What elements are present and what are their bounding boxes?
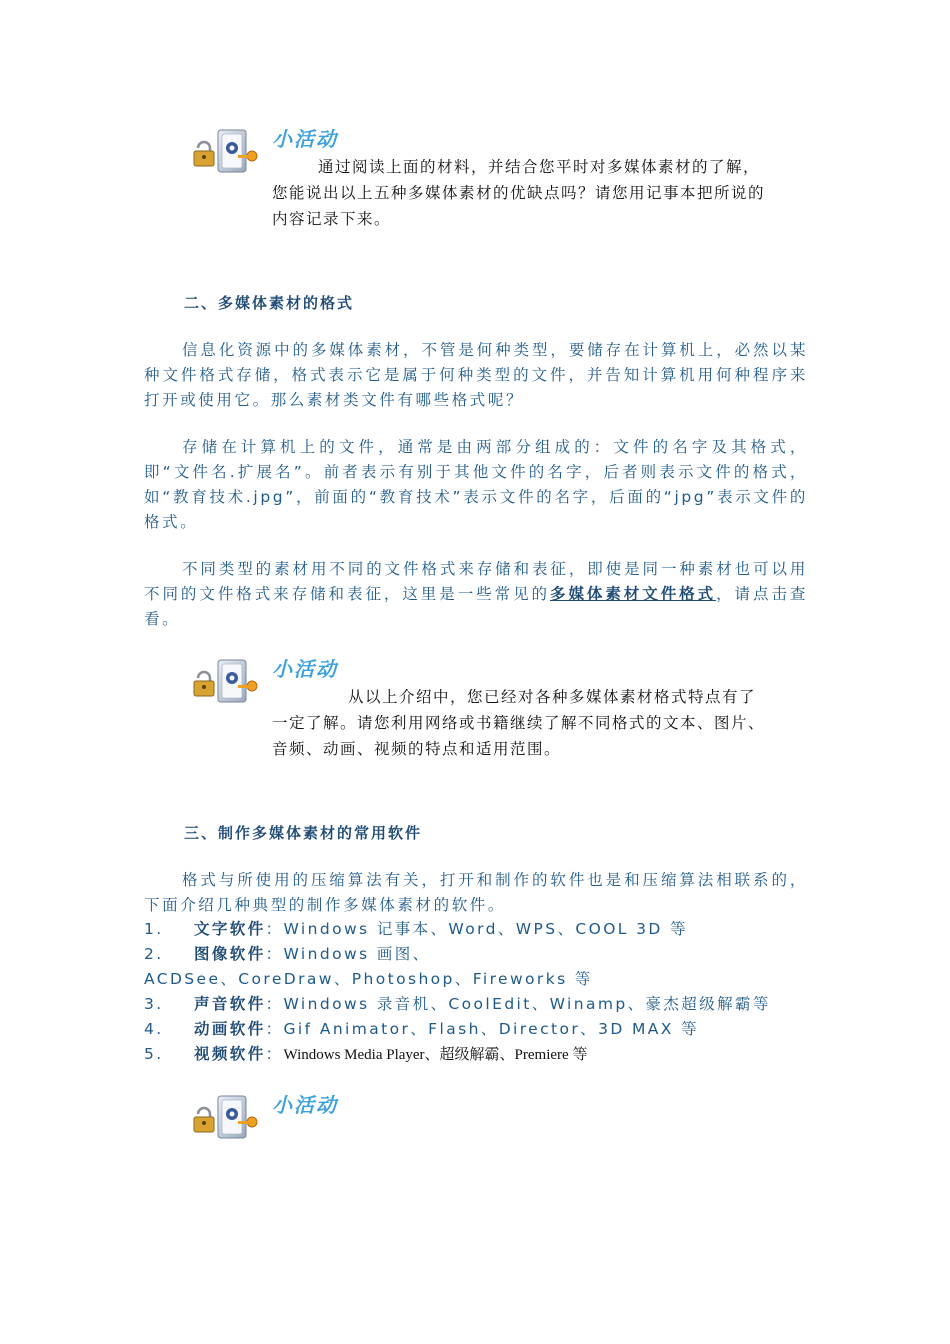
activity-text: 从以上介绍中，您已经对各种多媒体素材格式特点有了一定了解。请您利用网络或书籍继续了解不同格式的文本、图片、音频、动画、视频的特点和适用范围。 <box>272 688 766 758</box>
software-item-image: 2. 图像软件：Windows 画图、 <box>144 945 431 963</box>
section-heading-software: 三、制作多媒体素材的常用软件 <box>184 824 423 842</box>
software-item-video: 5. 视频软件：Windows Media Player、超级解霸、Premiere 等 <box>144 1045 588 1063</box>
paragraph-text: 不同类型的素材用不同的文件格式来存储和表征，即使是同一种素材也可以用不同的文件格式来存储和表征，这里是一些常见的 <box>144 560 808 603</box>
activity-title: 小活动 <box>272 657 338 681</box>
section-heading-formats: 二、多媒体素材的格式 <box>184 294 355 312</box>
lock-key-activity-icon <box>188 656 260 708</box>
software-item-animation: 4. 动画软件：Gif Animator、Flash、Director、3D MAX 等 <box>144 1020 700 1038</box>
paragraph-text: ，请点击查看。 <box>144 585 808 628</box>
lock-key-activity-icon <box>188 1092 260 1144</box>
software-item-audio: 3. 声音软件：Windows 录音机、CoolEdit、Winamp、豪杰超级解霸等 <box>144 995 771 1013</box>
software-item-text: 1. 文字软件：Windows 记事本、Word、WPS、COOL 3D 等 <box>144 920 688 938</box>
paragraph-formats-intro: 信息化资源中的多媒体素材，不管是何种类型，要储存在计算机上，必然以某种文件格式存储，格式表示它是属于何种类型的文件，并告知计算机用何种程序来打开或使用它。那么素材类文件有哪些格式呢？ <box>144 341 808 409</box>
multimedia-format-link[interactable]: 多媒体素材文件格式 <box>549 585 717 603</box>
paragraph-format-list <box>144 557 808 632</box>
activity-title: 小活动 <box>272 127 338 151</box>
lock-key-activity-icon <box>188 126 260 178</box>
software-item-image-cont: ACDSee、CoreDraw、Photoshop、Fireworks 等 <box>144 970 593 988</box>
paragraph-file-naming: 存储在计算机上的文件，通常是由两部分组成的：文件的名字及其格式，即“文件名.扩展名”。前者表示有别于其他文件的名字，后者则表示文件的格式，如“教育技术.jpg”，前面的“教育技术”表示文件的名字，后面的“jpg”表示文件的格式。 <box>144 438 808 531</box>
paragraph-software-intro: 格式与所使用的压缩算法有关，打开和制作的软件也是和压缩算法相联系的，下面介绍几种典型的制作多媒体素材的软件。 <box>144 871 808 914</box>
activity-title: 小活动 <box>272 1093 338 1117</box>
activity-text: 通过阅读上面的材料，并结合您平时对多媒体素材的了解，您能说出以上五种多媒体素材的优缺点吗？请您用记事本把所说的内容记录下来。 <box>272 158 766 228</box>
